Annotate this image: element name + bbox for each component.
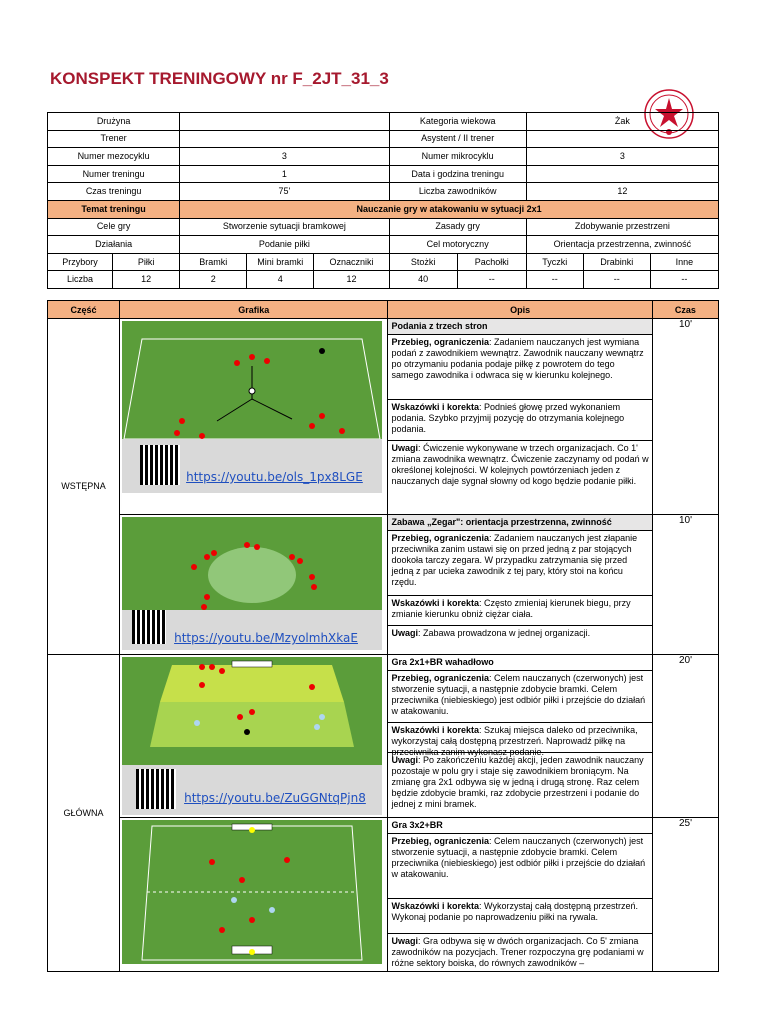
training-plan-table — [47, 300, 719, 972]
col-header-graphic: Grafika — [120, 301, 388, 319]
drill-diagram — [122, 820, 382, 964]
mesocycle-value[interactable]: 3 — [180, 148, 389, 166]
motor-goal-value[interactable]: Orientacja przestrzenna, zwinność — [526, 236, 718, 254]
pitch-diagram — [122, 820, 382, 964]
exercise-course: Przebieg, ograniczenia: Celem nauczanych (czerwonych) jest stworzenie sytuacji, a następnie zdobycie bramki. Celem przeciwnika (niebieskiego) jest odbiór piłki i przejście do działań w atakowaniu. — [388, 671, 651, 723]
exercise-course: Przebieg, ograniczenia: Celem nauczanych (czerwonych) jest stworzenie sytuacji, a następnie zdobycie bramki. Celem przeciwnika (niebieskiego) jest odbiór piłki i przejście do działań w atakowaniu. — [388, 834, 651, 899]
exercise-graphic — [120, 515, 388, 655]
section-main: GŁÓWNA — [48, 655, 120, 972]
actions-value[interactable]: Podanie piłki — [180, 236, 389, 254]
equipment-header: Oznaczniki — [314, 253, 389, 271]
training-info-table — [47, 112, 719, 289]
topic-label: Temat treningu — [48, 200, 180, 218]
age-category-label: Kategoria wiekowa — [389, 113, 526, 131]
exercise-notes: Uwagi: Zabawa prowadzona w jednej organizacji. — [391, 628, 591, 638]
qr-code-icon[interactable] — [132, 610, 166, 644]
exercise-description — [388, 319, 652, 515]
equipment-header: Inne — [650, 253, 718, 271]
team-value[interactable] — [180, 113, 389, 131]
age-category-value[interactable]: Żak — [526, 113, 718, 131]
topic-value[interactable]: Nauczanie gry w atakowaniu w sytuacji 2x1 — [180, 200, 719, 218]
video-link[interactable]: https://youtu.be/ols_1px8LGE — [186, 470, 363, 484]
pitch-diagram — [122, 321, 382, 493]
exercise-time: 20' — [652, 655, 718, 818]
exercise-time: 10' — [652, 319, 718, 515]
coach-value[interactable] — [180, 130, 389, 148]
game-rules-value[interactable]: Zdobywanie przestrzeni — [526, 218, 718, 236]
qr-code-icon[interactable] — [136, 769, 176, 809]
duration-value[interactable]: 75' — [180, 183, 389, 201]
mesocycle-label: Numer mezocyklu — [48, 148, 180, 166]
equipment-header: Pachołki — [457, 253, 526, 271]
equipment-header: Przybory — [48, 253, 113, 271]
equipment-value[interactable]: 12 — [113, 271, 180, 289]
pitch-diagram — [122, 517, 382, 650]
exercise-time: 25' — [652, 818, 718, 972]
exercise-description — [388, 655, 652, 818]
exercise-course: Przebieg, ograniczenia: Zadaniem nauczanych jest wymiana podań z zawodnikiem wewnątrz. Zawodnik nauczany wewnątrz po otrzymaniu podania podaje piłkę z powrotem do tego samego zawodnika i odwraca się w kierunku kolejnego. — [388, 335, 651, 400]
microcycle-value[interactable]: 3 — [526, 148, 718, 166]
equipment-value[interactable]: -- — [650, 271, 718, 289]
motor-goal-label: Cel motoryczny — [389, 236, 526, 254]
date-label: Data i godzina treningu — [389, 165, 526, 183]
team-label: Drużyna — [48, 113, 180, 131]
exercise-notes: Uwagi: Po zakończeniu każdej akcji, jeden zawodnik nauczany pozostaje w polu gry i staje się zawodnikiem broniącym. Na zmianę gra 2x1 odbywa się w jedną i drugą stronę. Raz celem będzie zdobycie bramki, raz zdobycie przestrzeni i podanie do jednej z mini bramek. — [391, 755, 644, 809]
exercise-tips: Wskazówki i korekta: Podnieś głowę przed wykonaniem podania. Szybko przyjmij pozycję do otrzymania kolejnego podania. — [388, 400, 651, 441]
assistant-label: Asystent / II trener — [389, 130, 526, 148]
exercise-graphic — [120, 319, 388, 515]
col-header-description: Opis — [388, 301, 652, 319]
game-goals-value[interactable]: Stworzenie sytuacji bramkowej — [180, 218, 389, 236]
actions-label: Działania — [48, 236, 180, 254]
section-warmup: WSTĘPNA — [48, 319, 120, 655]
equipment-value[interactable]: -- — [583, 271, 650, 289]
equipment-header: Piłki — [113, 253, 180, 271]
equipment-value[interactable]: -- — [526, 271, 583, 289]
exercise-title: Gra 3x2+BR — [388, 818, 651, 834]
col-header-time: Czas — [652, 301, 718, 319]
exercise-description — [388, 818, 652, 972]
equipment-value[interactable]: -- — [457, 271, 526, 289]
pitch-diagram — [122, 657, 382, 815]
exercise-notes: Uwagi: Ćwiczenie wykonywane w trzech organizacjach. Co 1' zmiana zawodnika wewnątrz. Ćwiczenie zaczynamy od podań w określonej kolejności. W kolejnych powtórzeniach jeden z nauczanych daje sygnał słowny od kogo będzie podanie piłki. — [391, 443, 649, 486]
exercise-time: 10' — [652, 515, 718, 655]
equipment-value[interactable]: 40 — [389, 271, 457, 289]
exercise-tips: Wskazówki i korekta: Często zmieniaj kierunek biegu, przy zmianie kierunku obniż ciężar ciała. — [388, 596, 651, 626]
equipment-value: Liczba — [48, 271, 113, 289]
exercise-title: Zabawa „Zegar": orientacja przestrzenna, zwinność — [388, 515, 651, 531]
equipment-header: Drabinki — [583, 253, 650, 271]
qr-code-icon[interactable] — [140, 445, 180, 485]
exercise-description — [388, 515, 652, 655]
training-number-value[interactable]: 1 — [180, 165, 389, 183]
microcycle-label: Numer mikrocyklu — [389, 148, 526, 166]
equipment-header: Bramki — [180, 253, 247, 271]
exercise-tips: Wskazówki i korekta: Szukaj miejsca daleko od przeciwnika, wykorzystaj całą dostępną przestrzeń. Naprowadź piłkę na przeciwnika zanim wykonasz podanie. — [388, 723, 651, 753]
exercise-graphic — [120, 655, 388, 818]
equipment-header: Stożki — [389, 253, 457, 271]
coach-label: Trener — [48, 130, 180, 148]
exercise-notes: Uwagi: Gra odbywa się w dwóch organizacjach. Co 5' zmiana zawodników na pozycjach. Trener rozpoczyna grę podaniami w różne sektory boiska, do równych zawodników – — [391, 936, 644, 968]
exercise-graphic — [120, 818, 388, 972]
players-label: Liczba zawodników — [389, 183, 526, 201]
col-header-part: Część — [48, 301, 120, 319]
duration-label: Czas treningu — [48, 183, 180, 201]
training-number-label: Numer treningu — [48, 165, 180, 183]
exercise-title: Gra 2x1+BR wahadłowo — [388, 655, 651, 671]
exercise-course: Przebieg, ograniczenia: Zadaniem nauczanych jest złapanie przeciwnika zanim ustawi się on przed jedną z par stojących dookoła tarczy zegara. W przypadku zatrzymania się przed jedną z par ucieka zawodnik z tej pary, który stoi na końcu rzędu. — [388, 531, 651, 596]
players-value[interactable]: 12 — [526, 183, 718, 201]
assistant-value[interactable] — [526, 130, 718, 148]
equipment-value[interactable]: 12 — [314, 271, 389, 289]
game-goals-label: Cele gry — [48, 218, 180, 236]
page-title: KONSPEKT TRENINGOWY nr F_2JT_31_3 — [50, 69, 389, 88]
equipment-header: Tyczki — [526, 253, 583, 271]
video-link[interactable]: https://youtu.be/ZuGGNtqPjn8 — [184, 791, 366, 805]
equipment-value[interactable]: 4 — [247, 271, 314, 289]
equipment-header: Mini bramki — [247, 253, 314, 271]
date-value[interactable] — [526, 165, 718, 183]
video-link[interactable]: https://youtu.be/MzyolmhXkaE — [174, 631, 358, 645]
exercise-tips: Wskazówki i korekta: Wykorzystaj całą dostępną przestrzeń. Wykonaj podanie po naprowadzeniu piłki na rywala. — [388, 899, 651, 934]
exercise-title: Podania z trzech stron — [388, 319, 651, 335]
game-rules-label: Zasady gry — [389, 218, 526, 236]
equipment-value[interactable]: 2 — [180, 271, 247, 289]
